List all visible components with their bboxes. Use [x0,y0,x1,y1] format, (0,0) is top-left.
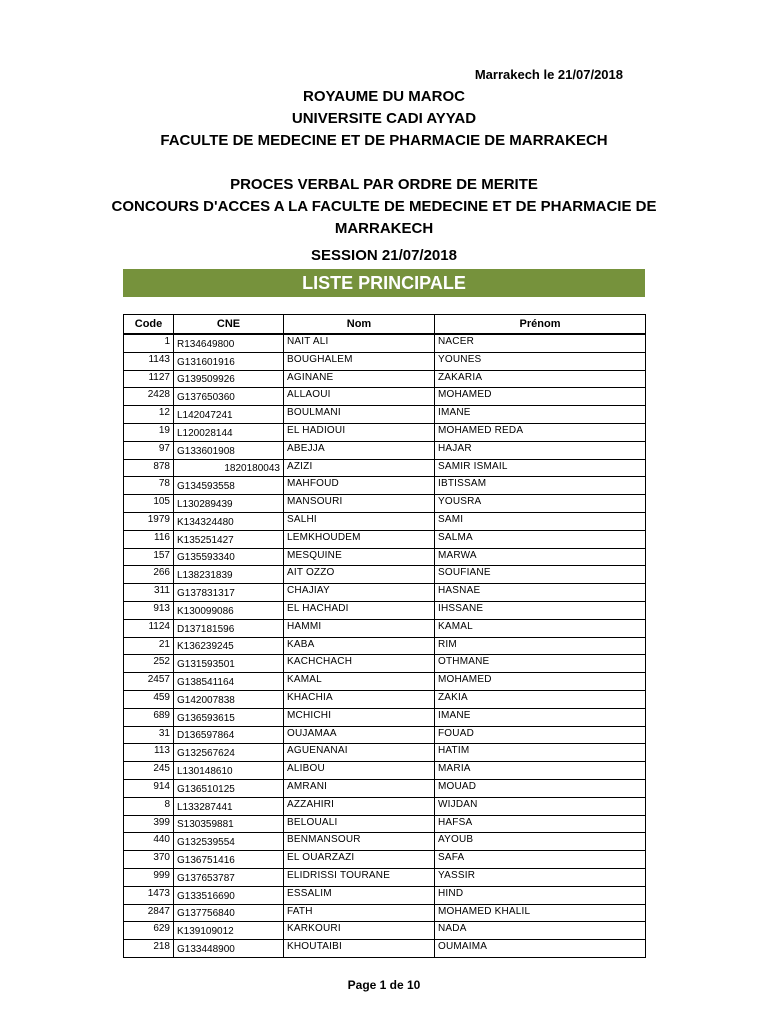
cell-nom: ALLAOUI [284,388,435,406]
cell-nom: KARKOURI [284,922,435,940]
cell-prenom: MOHAMED REDA [435,423,646,441]
cell-cne: L138231839 [174,566,284,584]
cell-nom: EL HACHADI [284,601,435,619]
cell-prenom: NADA [435,922,646,940]
results-table [123,314,646,958]
cell-code: 629 [124,922,174,940]
page-number: Page 1 de 10 [347,978,421,992]
cell-nom: MAHFOUD [284,477,435,495]
table-header-row [124,315,646,335]
table-row [124,726,646,744]
cell-nom: KAMAL [284,673,435,691]
table-row [124,388,646,406]
table-row [124,637,646,655]
table-row [124,922,646,940]
cell-code: 266 [124,566,174,584]
table-row [124,779,646,797]
cell-code: 218 [124,940,174,958]
cell-cne: D137181596 [174,619,284,637]
cell-cne: G136593615 [174,708,284,726]
cell-nom: ABEJJA [284,441,435,459]
cell-code: 440 [124,833,174,851]
cell-cne: 1820180043 [174,459,284,477]
table-row [124,868,646,886]
cell-prenom: SAMIR ISMAIL [435,459,646,477]
cell-code: 21 [124,637,174,655]
cell-code: 913 [124,601,174,619]
cell-prenom: YASSIR [435,868,646,886]
report-title-line1: PROCES VERBAL PAR ORDRE DE MERITE [230,176,538,193]
cell-prenom: MOHAMED [435,673,646,691]
cell-cne: G133601908 [174,441,284,459]
table-row [124,744,646,762]
cell-prenom: MARIA [435,762,646,780]
cell-code: 113 [124,744,174,762]
table-body [124,334,646,957]
cell-prenom: NACER [435,334,646,352]
cell-prenom: HIND [435,886,646,904]
cell-cne: G134593558 [174,477,284,495]
cell-prenom: HAFSA [435,815,646,833]
cell-nom: BELOUALI [284,815,435,833]
cell-prenom: IHSSANE [435,601,646,619]
table-row [124,406,646,424]
table-row [124,530,646,548]
document-date: Marrakech le 21/07/2018 [474,67,623,82]
cell-code: 370 [124,851,174,869]
header-code: Code [124,315,174,335]
cell-nom: MCHICHI [284,708,435,726]
table-row [124,762,646,780]
table-row [124,441,646,459]
cell-nom: AGINANE [284,370,435,388]
cell-nom: AMRANI [284,779,435,797]
cell-nom: MESQUINE [284,548,435,566]
cell-prenom: SAMI [435,512,646,530]
cell-cne: G138541164 [174,673,284,691]
cell-code: 245 [124,762,174,780]
cell-nom: KACHCHACH [284,655,435,673]
cell-code: 689 [124,708,174,726]
cell-nom: OUJAMAA [284,726,435,744]
cell-cne: G137756840 [174,904,284,922]
cell-nom: AZIZI [284,459,435,477]
cell-cne: L120028144 [174,423,284,441]
cell-code: 8 [124,797,174,815]
cell-nom: KHOUTAIBI [284,940,435,958]
table-row [124,655,646,673]
cell-code: 252 [124,655,174,673]
cell-cne: L142047241 [174,406,284,424]
cell-prenom: SOUFIANE [435,566,646,584]
cell-code: 914 [124,779,174,797]
cell-code: 1127 [124,370,174,388]
report-title [100,174,668,240]
cell-prenom: SALMA [435,530,646,548]
cell-prenom: YOUSRA [435,495,646,513]
cell-prenom: ZAKIA [435,690,646,708]
cell-prenom: OTHMANE [435,655,646,673]
cell-code: 105 [124,495,174,513]
cell-code: 459 [124,690,174,708]
cell-code: 116 [124,530,174,548]
cell-cne: K139109012 [174,922,284,940]
cell-code: 1143 [124,352,174,370]
header-line-kingdom: ROYAUME DU MAROC [303,88,465,105]
cell-code: 157 [124,548,174,566]
cell-nom: CHAJIAY [284,584,435,602]
cell-prenom: MARWA [435,548,646,566]
cell-prenom: FOUAD [435,726,646,744]
cell-code: 19 [124,423,174,441]
cell-cne: G142007838 [174,690,284,708]
table-row [124,619,646,637]
cell-cne: G137653787 [174,868,284,886]
table-row [124,797,646,815]
table-row [124,690,646,708]
cell-code: 878 [124,459,174,477]
cell-cne: G135593340 [174,548,284,566]
cell-nom: HAMMI [284,619,435,637]
cell-nom: LEMKHOUDEM [284,530,435,548]
cell-cne: G137650360 [174,388,284,406]
cell-nom: KABA [284,637,435,655]
cell-nom: ALIBOU [284,762,435,780]
cell-nom: AZZAHIRI [284,797,435,815]
table-row [124,477,646,495]
cell-prenom: ZAKARIA [435,370,646,388]
cell-code: 1473 [124,886,174,904]
cell-cne: G133448900 [174,940,284,958]
table-row [124,423,646,441]
cell-code: 1 [124,334,174,352]
table-row [124,851,646,869]
table-row [124,512,646,530]
cell-cne: G132539554 [174,833,284,851]
cell-nom: ELIDRISSI TOURANE [284,868,435,886]
cell-prenom: MOHAMED KHALIL [435,904,646,922]
cell-nom: MANSOURI [284,495,435,513]
cell-nom: AGUENANAI [284,744,435,762]
header-prenom: Prénom [435,315,646,335]
cell-code: 2428 [124,388,174,406]
cell-cne: G131593501 [174,655,284,673]
cell-cne: G131601916 [174,352,284,370]
cell-prenom: WIJDAN [435,797,646,815]
cell-prenom: HASNAE [435,584,646,602]
cell-cne: G136510125 [174,779,284,797]
cell-code: 1124 [124,619,174,637]
cell-cne: G136751416 [174,851,284,869]
cell-prenom: SAFA [435,851,646,869]
cell-code: 97 [124,441,174,459]
cell-cne: G139509926 [174,370,284,388]
header-line-faculty: FACULTE DE MEDECINE ET DE PHARMACIE DE MARRAKECH [160,132,608,149]
table-row [124,495,646,513]
cell-prenom: MOUAD [435,779,646,797]
cell-cne: G132567624 [174,744,284,762]
cell-nom: EL OUARZAZI [284,851,435,869]
cell-nom: ESSALIM [284,886,435,904]
institution-header [0,86,768,152]
table-row [124,708,646,726]
cell-cne: L130148610 [174,762,284,780]
table-row [124,334,646,352]
cell-nom: NAIT ALI [284,334,435,352]
cell-prenom: IMANE [435,406,646,424]
table-row [124,601,646,619]
cell-nom: AIT OZZO [284,566,435,584]
cell-cne: R134649800 [174,334,284,352]
cell-code: 1979 [124,512,174,530]
cell-cne: S130359881 [174,815,284,833]
cell-nom: FATH [284,904,435,922]
cell-nom: EL HADIOUI [284,423,435,441]
cell-prenom: HAJAR [435,441,646,459]
table-row [124,548,646,566]
table-row [124,815,646,833]
cell-prenom: YOUNES [435,352,646,370]
cell-code: 12 [124,406,174,424]
cell-nom: KHACHIA [284,690,435,708]
cell-prenom: RIM [435,637,646,655]
cell-prenom: MOHAMED [435,388,646,406]
cell-code: 2457 [124,673,174,691]
cell-cne: G133516690 [174,886,284,904]
cell-cne: D136597864 [174,726,284,744]
cell-cne: K136239245 [174,637,284,655]
header-line-university: UNIVERSITE CADI AYYAD [291,110,477,127]
cell-code: 2847 [124,904,174,922]
cell-prenom: OUMAIMA [435,940,646,958]
cell-prenom: HATIM [435,744,646,762]
cell-nom: BOULMANI [284,406,435,424]
cell-cne: L133287441 [174,797,284,815]
table-row [124,940,646,958]
list-banner: LISTE PRINCIPALE [123,269,645,297]
cell-code: 399 [124,815,174,833]
cell-cne: K135251427 [174,530,284,548]
cell-prenom: KAMAL [435,619,646,637]
header-nom: Nom [284,315,435,335]
cell-prenom: AYOUB [435,833,646,851]
table-row [124,459,646,477]
table-row [124,673,646,691]
session-label: SESSION 21/07/2018 [311,247,457,264]
cell-cne: L130289439 [174,495,284,513]
table-row [124,886,646,904]
cell-prenom: IMANE [435,708,646,726]
cell-cne: K130099086 [174,601,284,619]
cell-cne: G137831317 [174,584,284,602]
cell-code: 78 [124,477,174,495]
cell-nom: SALHI [284,512,435,530]
table-row [124,370,646,388]
cell-code: 311 [124,584,174,602]
cell-nom: BOUGHALEM [284,352,435,370]
table-row [124,833,646,851]
cell-nom: BENMANSOUR [284,833,435,851]
table-row [124,352,646,370]
table-row [124,584,646,602]
cell-code: 31 [124,726,174,744]
header-cne: CNE [174,315,284,335]
report-title-line2: CONCOURS D'ACCES A LA FACULTE DE MEDECINE ET DE PHARMACIE DE MARRAKECH [111,198,657,237]
cell-prenom: IBTISSAM [435,477,646,495]
table-row [124,566,646,584]
table-row [124,904,646,922]
cell-cne: K134324480 [174,512,284,530]
cell-code: 999 [124,868,174,886]
